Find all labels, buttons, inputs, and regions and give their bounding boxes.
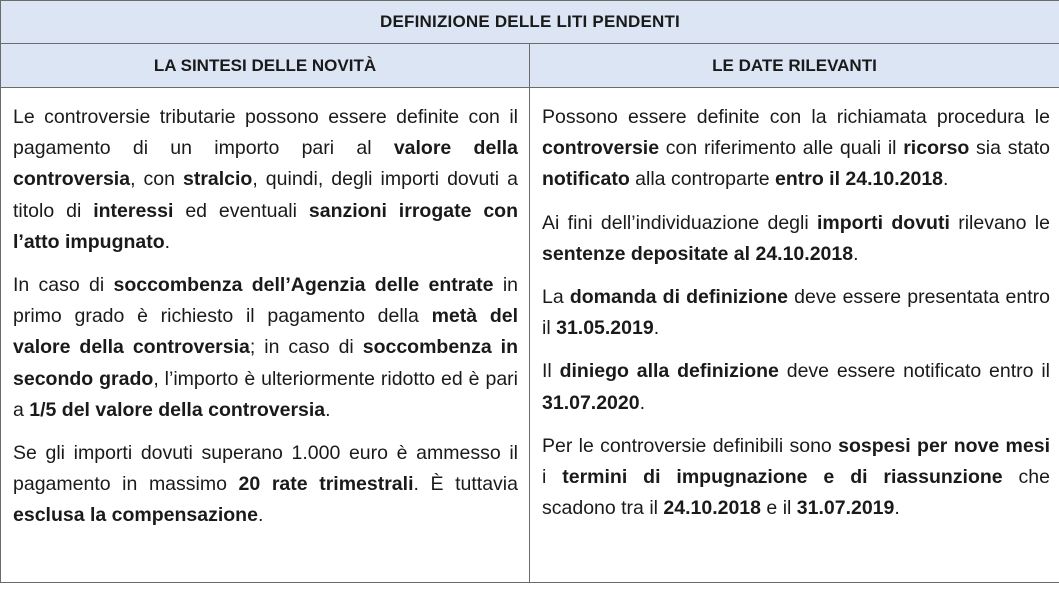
- novita-paragraph: [13, 102, 518, 258]
- text-run: In caso di: [13, 274, 114, 297]
- text-run: in primo grado è richiesto il pagamento della: [13, 274, 518, 328]
- bold-text-run: esclusa la compensazione: [13, 504, 258, 527]
- text-run: .: [639, 391, 646, 414]
- date-paragraph: [542, 102, 1050, 196]
- text-run: Se gli importi dovuti superano 1.000 euro è ammesso il pagamento in massimo: [13, 442, 518, 496]
- text-run: .: [325, 398, 331, 421]
- bold-text-run: 20 rate trimestrali: [238, 473, 414, 496]
- bold-text-run: metà del valore della controversia: [13, 305, 518, 359]
- table-title: DEFINIZIONE DELLE LITI PENDENTI: [1, 1, 1059, 44]
- bold-text-run: ricorso: [903, 137, 970, 160]
- bold-text-run: 1/5 del valore della controversia: [29, 398, 326, 421]
- text-run: . È tuttavia: [413, 473, 518, 496]
- bold-text-run: sospesi per nove mesi: [838, 434, 1050, 457]
- bold-text-run: soccombenza in secondo grado: [13, 336, 518, 390]
- text-run: Per le controversie definibili sono: [542, 434, 839, 457]
- bold-text-run: diniego alla definizione: [559, 360, 779, 383]
- column-header-novita: LA SINTESI DELLE NOVITÀ: [1, 44, 530, 88]
- bold-text-run: controversie: [542, 137, 660, 160]
- date-content: [530, 88, 1059, 583]
- bold-text-run: sentenze depositate al 24.10.2018: [542, 242, 854, 265]
- novita-paragraph: [13, 270, 518, 426]
- text-run: , quindi, degli importi dovuti a titolo di: [13, 168, 518, 222]
- novita-paragraph: [13, 438, 518, 532]
- text-run: La: [542, 286, 570, 309]
- bold-text-run: entro il 24.10.2018: [775, 168, 944, 191]
- bold-text-run: importi dovuti: [817, 211, 950, 234]
- bold-text-run: domanda di definizione: [569, 286, 788, 309]
- text-run: deve essere presentata entro il: [542, 286, 1050, 340]
- text-run: .: [853, 242, 859, 265]
- bold-text-run: 31.07.2020: [542, 391, 640, 414]
- text-run: Ai fini dell’individuazione degli: [542, 211, 817, 234]
- text-run: Possono essere definite con la richiamata procedura le: [542, 106, 1050, 128]
- bold-text-run: stralcio: [182, 168, 253, 191]
- bold-text-run: 31.07.2019: [796, 497, 895, 520]
- text-run: .: [257, 504, 264, 527]
- text-run: .: [943, 168, 949, 191]
- text-run: rilevano le: [949, 211, 1050, 234]
- text-run: Le controversie tributarie possono essere definite con il pagamento di un importo pari al: [13, 106, 518, 160]
- text-run: ed eventuali: [173, 199, 309, 222]
- novita-content: [1, 88, 530, 583]
- date-paragraph: [542, 356, 1050, 418]
- text-run: .: [894, 497, 900, 520]
- bold-text-run: interessi: [93, 199, 174, 222]
- text-run: .: [653, 317, 660, 340]
- date-paragraph: [542, 208, 1050, 270]
- text-run: alla controparte: [629, 168, 776, 191]
- bold-text-run: 31.05.2019: [556, 317, 654, 340]
- text-run: Il: [542, 360, 560, 383]
- text-run: deve essere notificato entro il: [778, 360, 1050, 383]
- bold-text-run: valore della controversia: [13, 137, 518, 191]
- text-run: , con: [130, 168, 183, 191]
- text-run: i: [542, 466, 563, 489]
- bold-text-run: 24.10.2018: [663, 497, 762, 520]
- bold-text-run: termini di impugnazione e di riassunzione: [562, 466, 1003, 489]
- text-run: e il: [761, 497, 797, 520]
- text-run: , l’importo è ulteriormente ridotto ed è pari a: [13, 367, 518, 421]
- text-run: con riferimento alle quali il: [659, 137, 904, 160]
- text-run: .: [164, 230, 171, 253]
- date-paragraph: [542, 282, 1050, 344]
- bold-text-run: sanzioni irrogate con l’atto impugnato: [13, 199, 518, 253]
- column-header-date: LE DATE RILEVANTI: [530, 44, 1059, 88]
- text-run: ; in caso di: [249, 336, 363, 359]
- bold-text-run: notificato: [542, 168, 630, 191]
- text-run: che scadono tra il: [542, 466, 1050, 520]
- bold-text-run: soccombenza dell’Agenzia delle entrate: [113, 274, 494, 297]
- date-paragraph: [542, 431, 1050, 525]
- text-run: sia stato: [969, 137, 1050, 160]
